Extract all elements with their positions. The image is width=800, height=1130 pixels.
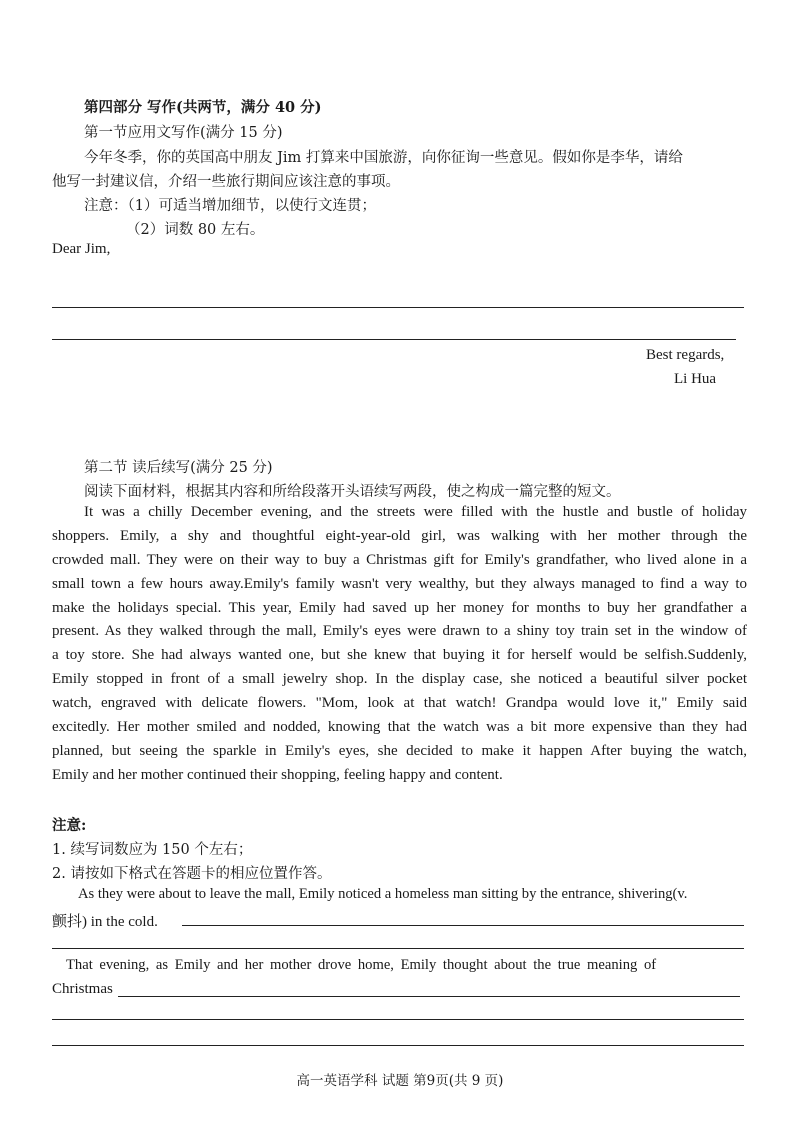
continuation-para2-opening: That evening, as Emily and her mother drove home, Emily thought about the true meaning of: [66, 957, 657, 973]
continuation-para2-opening-end: Christmas: [52, 981, 113, 997]
answer-line: [52, 1045, 744, 1046]
section2-instruction: 阅读下面材料，根据其内容和所给段落开头语续写两段，使之构成一篇完整的短文。: [84, 484, 621, 500]
reading-passage: [52, 501, 747, 788]
passage-line: Emily and her mother continued their shopping, feeling happy and content.: [52, 766, 503, 783]
continuation-para1-opening: As they were about to leave the mall, Emily noticed a homeless man sitting by the entrance, shivering(v.: [78, 886, 688, 902]
answer-line: [182, 925, 744, 926]
section1-title: 第一节应用文写作(满分 15 分): [84, 125, 283, 141]
passage-line: present. As they walked through the mall, Emily's eyes were drawn to a shiny toy train set in the window of: [52, 623, 747, 640]
letter-salutation: Dear Jim,: [52, 241, 111, 257]
section1-prompt-line1: 今年冬季，你的英国高中朋友 Jim 打算来中国旅游，向你征询一些意见。假如你是李华，请给: [84, 150, 683, 166]
letter-closing: Best regards,: [646, 347, 725, 363]
passage-line: It was a chilly December evening, and the streets were filled with the hustle and bustle of holiday: [84, 504, 747, 520]
notes-item-1: 1. 续写词数应为 150 个左右；: [52, 842, 253, 858]
notes-item-2: 2. 请按如下格式在答题卡的相应位置作答。: [52, 866, 332, 882]
answer-line: [52, 1019, 744, 1020]
continuation-para1-opening-end: 颤抖) in the cold.: [52, 914, 158, 930]
section1-note2: （2）词数 80 左右。: [126, 222, 265, 238]
passage-line: Emily stopped in front of a small jewelry shop. In the display case, she noticed a beautiful silver pocket: [52, 671, 747, 688]
passage-line: planned, but seeing the sparkle in Emily's eyes, she decided to make it happen After buying the watch,: [52, 742, 747, 759]
page-footer: 高一英语学科 试题 第9页(共 9 页): [296, 1073, 504, 1089]
answer-line: [52, 307, 744, 308]
section1-note1: 注意：（1）可适当增加细节，以使行文连贯；: [84, 198, 376, 214]
answer-line: [118, 996, 740, 997]
answer-line: [52, 339, 736, 340]
passage-line: small town a few hours away.Emily's family wasn't very wealthy, but they always managed to find a way to: [52, 575, 747, 592]
notes-title: 注意:: [52, 817, 87, 834]
answer-line: [52, 948, 744, 949]
passage-line: make the holidays special. This year, Emily had saved up her money for months to buy her grandfather a: [52, 599, 747, 616]
letter-signature: Li Hua: [674, 371, 717, 387]
passage-line: crowded mall. They were on their way to buy a Christmas gift for Emily's grandfather, who lived alone in a: [52, 551, 747, 568]
passage-line: a toy store. She had always wanted one, but she knew that buying it for herself would be selfish.Suddenly,: [52, 647, 747, 664]
section2-title: 第二节 读后续写(满分 25 分): [84, 460, 273, 476]
part-heading: 第四部分 写作(共两节，满分 40 分): [84, 99, 322, 116]
section1-prompt-line2: 他写一封建议信，介绍一些旅行期间应该注意的事项。: [52, 174, 400, 190]
passage-line: watch, engraved with delicate flowers. "Mom, look at that watch! Grandpa would love it," Emily said: [52, 695, 747, 712]
passage-line: excitedly. Her mother smiled and nodded, knowing that the watch was a bit more expensive than they had: [52, 719, 747, 736]
passage-line: shoppers. Emily, a shy and thoughtful eight-year-old girl, was walking with her mother through the: [52, 527, 747, 544]
